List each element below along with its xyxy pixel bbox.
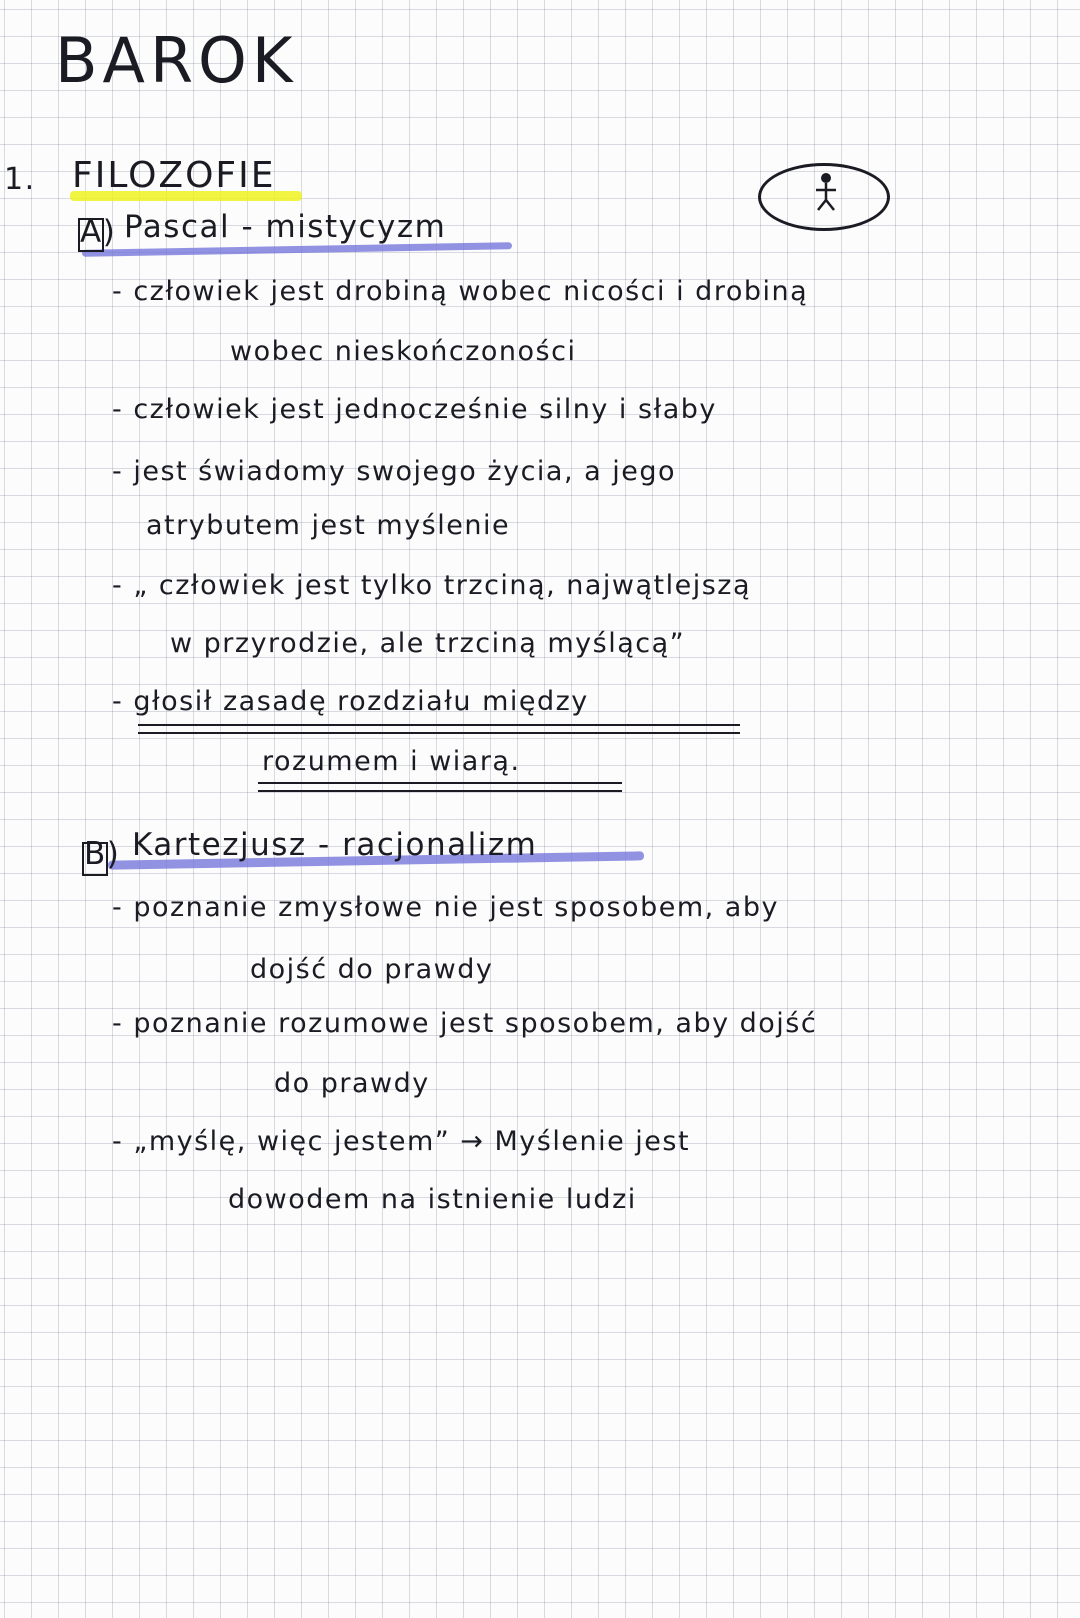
section-heading: FILOZOFIE — [72, 155, 276, 196]
pascal-line-2: wobec nieskończoności — [230, 336, 577, 367]
pascal-line-8: - głosił zasadę rozdziału między — [112, 686, 589, 717]
pascal-line-4: - jest świadomy swojego życia, a jego — [112, 456, 677, 487]
pascal-line-6: - „ człowiek jest tylko trzciną, najwątlejszą — [112, 570, 752, 601]
pascal-line-3: - człowiek jest jednocześnie silny i słaby — [112, 394, 717, 425]
section-number: 1. — [4, 162, 36, 197]
underline-a1 — [138, 724, 740, 726]
kartezjusz-line-4: do prawdy — [274, 1068, 430, 1099]
kartezjusz-heading: Kartezjusz - racjonalizm — [132, 827, 538, 863]
underline-b2 — [258, 790, 622, 792]
kartezjusz-line-5: - „myślę, więc jestem” → Myślenie jest — [112, 1126, 691, 1157]
pascal-line-5: atrybutem jest myślenie — [146, 510, 511, 541]
kartezjusz-line-1: - poznanie zmysłowe nie jest sposobem, aby — [112, 892, 779, 923]
underline-b1 — [258, 782, 622, 784]
pascal-line-9: rozumem i wiarą. — [262, 746, 521, 777]
pascal-line-7: w przyrodzie, ale trzciną myślącą” — [170, 628, 686, 659]
kartezjusz-line-2: dojść do prawdy — [250, 954, 494, 985]
kartezjusz-line-3: - poznanie rozumowe jest sposobem, aby dojść — [112, 1008, 818, 1039]
pascal-label: A) — [80, 214, 117, 250]
kartezjusz-label: B) — [84, 836, 121, 872]
pascal-heading: Pascal - mistycyzm — [124, 209, 447, 245]
page-title: BAROK — [55, 24, 298, 97]
kartezjusz-line-6: dowodem na istnienie ludzi — [228, 1184, 637, 1215]
underline-a2 — [138, 732, 740, 734]
pascal-line-1: - człowiek jest drobiną wobec nicości i drobiną — [112, 276, 809, 307]
stick-figure-icon — [808, 170, 844, 216]
